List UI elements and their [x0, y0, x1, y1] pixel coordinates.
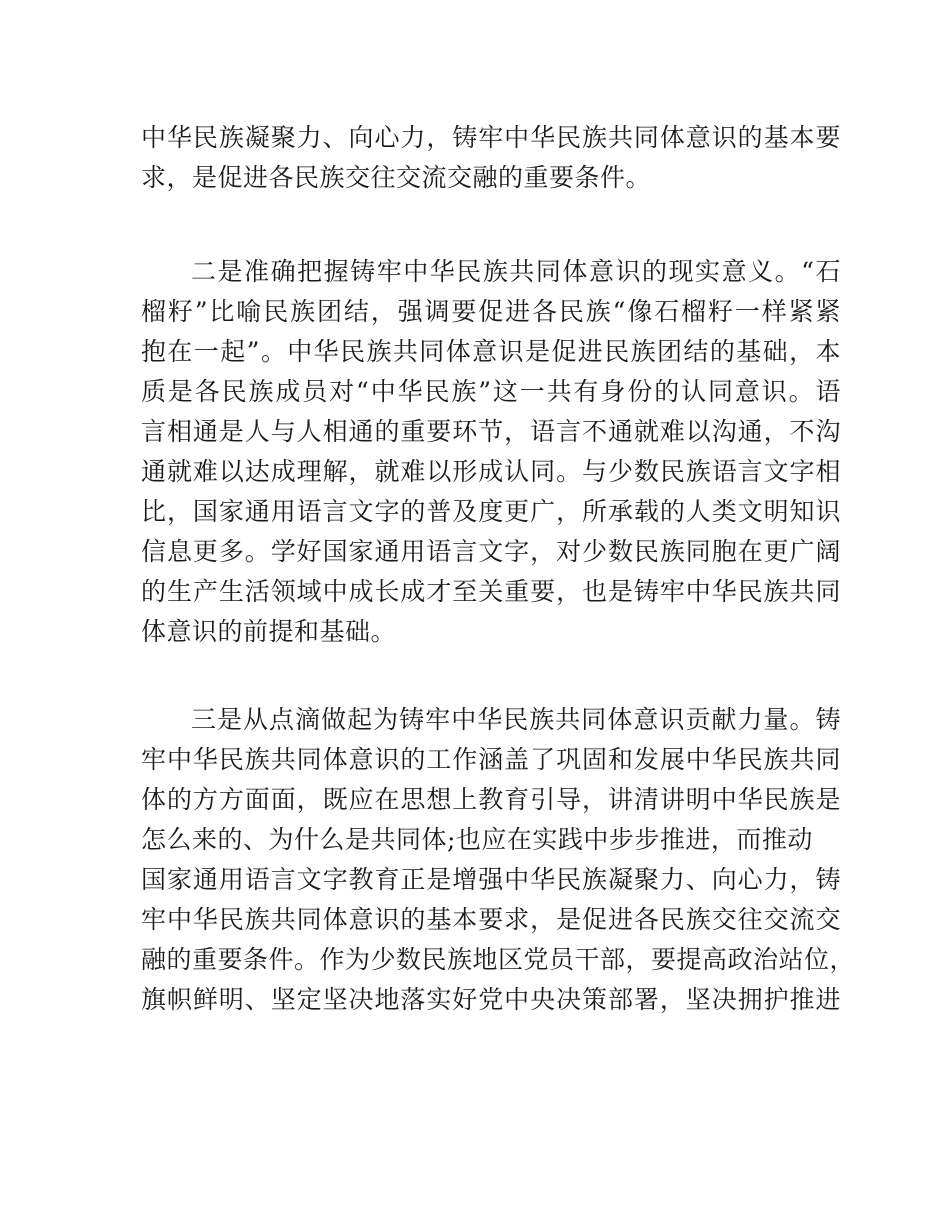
paragraph-3-line-6: 牢中华民族共同体意识的基本要求，是促进各民族交往交流交 — [141, 905, 841, 934]
paragraph-2-line-7: 比，国家通用语言文字的普及度更广，所承载的人类文明知识 — [141, 497, 841, 526]
paragraph-3-line-1: 三是从点滴做起为铸牢中华民族共同体意识贡献力量。铸 — [191, 705, 841, 734]
paragraph-2-line-4: 质是各民族成员对“中华民族”这一共有身份的认同意识。语 — [141, 377, 841, 406]
paragraph-3-line-4: 怎么来的、为什么是共同体;也应在实践中步步推进，而推动 — [141, 825, 813, 854]
paragraph-3-line-2: 牢中华民族共同体意识的工作涵盖了巩固和发展中华民族共同 — [141, 745, 841, 774]
paragraph-2-line-9: 的生产生活领域中成长成才至关重要，也是铸牢中华民族共同 — [141, 577, 841, 606]
paragraph-3-line-3: 体的方方面面，既应在思想上教育引导，讲清讲明中华民族是 — [141, 785, 841, 814]
paragraph-2-line-10: 体意识的前提和基础。 — [141, 617, 397, 646]
paragraph-1-line-2: 求，是促进各民族交往交流交融的重要条件。 — [141, 163, 652, 192]
paragraph-2-line-1: 二是准确把握铸牢中华民族共同体意识的现实意义。“石 — [191, 257, 841, 286]
paragraph-3 — [141, 703, 856, 1017]
paragraph-1-line-1: 中华民族凝聚力、向心力，铸牢中华民族共同体意识的基本要 — [141, 123, 841, 152]
paragraph-2-line-6: 通就难以达成理解，就难以形成认同。与少数民族语言文字相 — [141, 457, 841, 486]
paragraph-2-line-3: 抱在一起”。中华民族共同体意识是促进民族团结的基础，本 — [141, 337, 841, 366]
paragraph-3-line-7: 融的重要条件。作为少数民族地区党员干部，要提高政治站位， — [141, 945, 856, 974]
paragraph-2-line-8: 信息更多。学好国家通用语言文字，对少数民族同胞在更广阔 — [141, 537, 841, 566]
paragraph-3-line-8: 旗帜鲜明、坚定坚决地落实好党中央决策部署，坚决拥护推进 — [141, 985, 841, 1014]
paragraph-2-line-5: 言相通是人与人相通的重要环节，语言不通就难以沟通，不沟 — [141, 417, 841, 446]
paragraph-3-line-5: 国家通用语言文字教育正是增强中华民族凝聚力、向心力，铸 — [141, 865, 841, 894]
paragraph-2-line-2: 榴籽”比喻民族团结，强调要促进各民族“像石榴籽一样紧紧 — [141, 297, 841, 326]
paragraph-2 — [141, 255, 841, 649]
paragraph-1 — [141, 121, 841, 195]
